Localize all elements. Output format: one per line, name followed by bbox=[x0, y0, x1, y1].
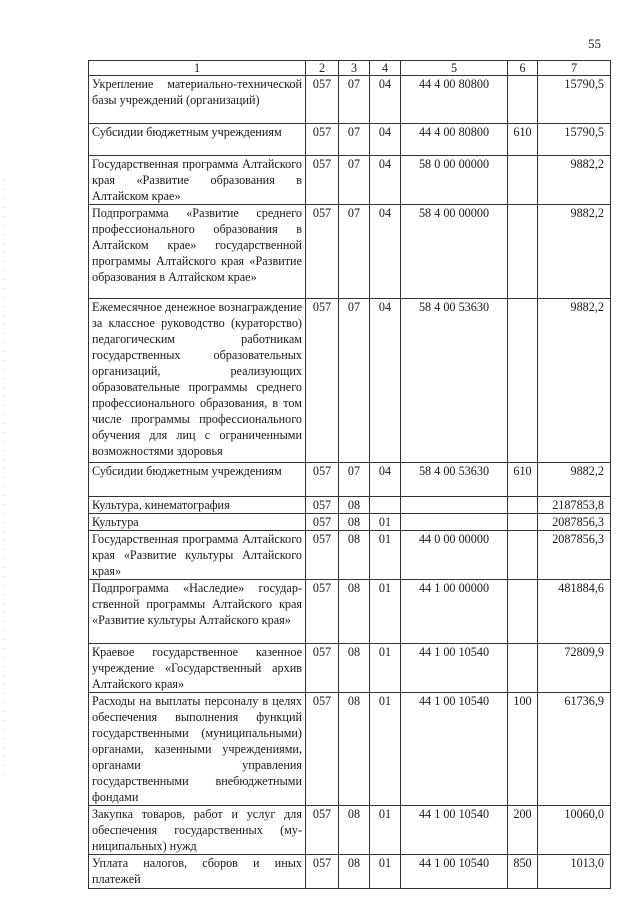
row-target-code-cell bbox=[401, 514, 508, 531]
table-row bbox=[89, 693, 611, 806]
header-col-5: 5 bbox=[401, 61, 508, 76]
row-section-cell: 08 bbox=[339, 497, 370, 514]
row-section-cell: 08 bbox=[339, 855, 370, 889]
table-row bbox=[89, 76, 611, 124]
row-name-cell: Субсидии бюджетным учреждениям bbox=[89, 463, 306, 497]
row-expense-type-cell bbox=[508, 299, 538, 463]
row-name-cell: Расходы на выплаты персоналу в целях обеспечения выполнения функций государственными (муниципальными) органами, казенными учреждениями, органами управления государственными внебюджетными фондами bbox=[89, 693, 306, 806]
row-section-cell: 08 bbox=[339, 580, 370, 644]
row-target-code-cell: 44 1 00 10540 bbox=[401, 855, 508, 889]
row-section-cell: 08 bbox=[339, 531, 370, 580]
row-admin-code-cell: 057 bbox=[306, 205, 339, 299]
row-section-cell: 07 bbox=[339, 205, 370, 299]
row-name-cell: Государственная программа Алтайского края «Развитие образования в Алтайском крае» bbox=[89, 156, 306, 205]
row-amount-cell: 61736,9 bbox=[538, 693, 611, 806]
row-expense-type-cell: 200 bbox=[508, 806, 538, 855]
table-row bbox=[89, 531, 611, 580]
row-subsection-cell: 04 bbox=[370, 205, 401, 299]
row-amount-cell: 9882,2 bbox=[538, 205, 611, 299]
row-expense-type-cell bbox=[508, 156, 538, 205]
row-subsection-cell: 04 bbox=[370, 124, 401, 156]
row-section-cell: 08 bbox=[339, 514, 370, 531]
row-name-cell: Укрепление материально-технической базы учреждений (организаций) bbox=[89, 76, 306, 124]
row-target-code-cell: 44 1 00 10540 bbox=[401, 644, 508, 693]
table-row bbox=[89, 855, 611, 889]
table-row bbox=[89, 644, 611, 693]
table-row bbox=[89, 205, 611, 299]
row-target-code-cell: 58 4 00 53630 bbox=[401, 299, 508, 463]
row-admin-code-cell: 057 bbox=[306, 644, 339, 693]
row-admin-code-cell: 057 bbox=[306, 497, 339, 514]
row-name-cell: Ежемесячное денежное вознаграждение за классное руководство (кураторство) педагогическим работникам государственных образовательных организаций, реализующих образовательные программы среднего профессионального образования, в том числе программы профессионального обучения для лиц с ограниченными возможностями здоровья bbox=[89, 299, 306, 463]
row-section-cell: 08 bbox=[339, 693, 370, 806]
header-row bbox=[89, 61, 611, 76]
page-number: 55 bbox=[588, 36, 601, 51]
row-target-code-cell: 58 4 00 00000 bbox=[401, 205, 508, 299]
header-col-3: 3 bbox=[339, 61, 370, 76]
row-name-cell: Культура bbox=[89, 514, 306, 531]
row-subsection-cell: 01 bbox=[370, 806, 401, 855]
row-expense-type-cell: 850 bbox=[508, 855, 538, 889]
table-row bbox=[89, 299, 611, 463]
row-expense-type-cell bbox=[508, 514, 538, 531]
row-section-cell: 07 bbox=[339, 76, 370, 124]
row-target-code-cell bbox=[401, 497, 508, 514]
row-expense-type-cell: 610 bbox=[508, 463, 538, 497]
budget-table bbox=[88, 60, 611, 889]
row-name-cell: Культура, кинематография bbox=[89, 497, 306, 514]
scan-margin-dots bbox=[4, 180, 6, 780]
row-expense-type-cell: 610 bbox=[508, 124, 538, 156]
row-subsection-cell: 04 bbox=[370, 76, 401, 124]
row-target-code-cell: 58 4 00 53630 bbox=[401, 463, 508, 497]
row-target-code-cell: 44 0 00 00000 bbox=[401, 531, 508, 580]
header-col-7: 7 bbox=[538, 61, 611, 76]
row-subsection-cell: 01 bbox=[370, 580, 401, 644]
row-name-cell: Подпрограмма «Развитие среднего профессионального образования в Алтайском крае» государственной программы Алтайского края «Развитие образования в Алтайском крае» bbox=[89, 205, 306, 299]
row-amount-cell: 9882,2 bbox=[538, 299, 611, 463]
row-admin-code-cell: 057 bbox=[306, 76, 339, 124]
row-expense-type-cell bbox=[508, 205, 538, 299]
row-name-cell: Государственная программа Алтайского края «Развитие культуры Алтайского края» bbox=[89, 531, 306, 580]
row-subsection-cell: 01 bbox=[370, 693, 401, 806]
row-target-code-cell: 44 1 00 00000 bbox=[401, 580, 508, 644]
row-subsection-cell bbox=[370, 497, 401, 514]
header-col-4: 4 bbox=[370, 61, 401, 76]
row-target-code-cell: 58 0 00 00000 bbox=[401, 156, 508, 205]
row-subsection-cell: 01 bbox=[370, 531, 401, 580]
header-col-1: 1 bbox=[89, 61, 306, 76]
row-admin-code-cell: 057 bbox=[306, 463, 339, 497]
row-admin-code-cell: 057 bbox=[306, 693, 339, 806]
row-amount-cell: 9882,2 bbox=[538, 156, 611, 205]
header-col-6: 6 bbox=[508, 61, 538, 76]
row-amount-cell: 2187853,8 bbox=[538, 497, 611, 514]
row-amount-cell: 1013,0 bbox=[538, 855, 611, 889]
row-section-cell: 08 bbox=[339, 644, 370, 693]
row-subsection-cell: 04 bbox=[370, 463, 401, 497]
row-admin-code-cell: 057 bbox=[306, 124, 339, 156]
row-subsection-cell: 01 bbox=[370, 644, 401, 693]
table-row bbox=[89, 124, 611, 156]
row-expense-type-cell bbox=[508, 76, 538, 124]
row-section-cell: 08 bbox=[339, 806, 370, 855]
row-section-cell: 07 bbox=[339, 299, 370, 463]
row-amount-cell: 10060,0 bbox=[538, 806, 611, 855]
row-target-code-cell: 44 1 00 10540 bbox=[401, 806, 508, 855]
row-section-cell: 07 bbox=[339, 124, 370, 156]
row-expense-type-cell bbox=[508, 644, 538, 693]
row-expense-type-cell bbox=[508, 580, 538, 644]
header-col-2: 2 bbox=[306, 61, 339, 76]
table-row bbox=[89, 806, 611, 855]
row-name-cell: Закупка товаров, работ и услуг для обеспечения государственных (муниципальных) нужд bbox=[89, 806, 306, 855]
row-amount-cell: 72809,9 bbox=[538, 644, 611, 693]
row-amount-cell: 2087856,3 bbox=[538, 531, 611, 580]
row-name-cell: Уплата налогов, сборов и иных платежей bbox=[89, 855, 306, 889]
row-admin-code-cell: 057 bbox=[306, 806, 339, 855]
row-subsection-cell: 04 bbox=[370, 156, 401, 205]
row-name-cell: Краевое государственное казенное учреждение «Государственный архив Алтайского края» bbox=[89, 644, 306, 693]
row-subsection-cell: 01 bbox=[370, 514, 401, 531]
row-target-code-cell: 44 1 00 10540 bbox=[401, 693, 508, 806]
row-admin-code-cell: 057 bbox=[306, 299, 339, 463]
table-row bbox=[89, 156, 611, 205]
table-row bbox=[89, 463, 611, 497]
row-admin-code-cell: 057 bbox=[306, 514, 339, 531]
row-expense-type-cell bbox=[508, 531, 538, 580]
row-admin-code-cell: 057 bbox=[306, 855, 339, 889]
row-admin-code-cell: 057 bbox=[306, 531, 339, 580]
table-row bbox=[89, 514, 611, 531]
table-row bbox=[89, 580, 611, 644]
table-row bbox=[89, 497, 611, 514]
row-section-cell: 07 bbox=[339, 463, 370, 497]
row-target-code-cell: 44 4 00 80800 bbox=[401, 76, 508, 124]
row-expense-type-cell bbox=[508, 497, 538, 514]
row-section-cell: 07 bbox=[339, 156, 370, 205]
row-amount-cell: 15790,5 bbox=[538, 124, 611, 156]
row-amount-cell: 481884,6 bbox=[538, 580, 611, 644]
row-amount-cell: 2087856,3 bbox=[538, 514, 611, 531]
row-subsection-cell: 01 bbox=[370, 855, 401, 889]
row-admin-code-cell: 057 bbox=[306, 156, 339, 205]
row-name-cell: Подпрограмма «Наследие» государственной программы Алтайского края «Развитие культуры Алтайского края» bbox=[89, 580, 306, 644]
row-expense-type-cell: 100 bbox=[508, 693, 538, 806]
row-admin-code-cell: 057 bbox=[306, 580, 339, 644]
row-amount-cell: 15790,5 bbox=[538, 76, 611, 124]
row-target-code-cell: 44 4 00 80800 bbox=[401, 124, 508, 156]
row-amount-cell: 9882,2 bbox=[538, 463, 611, 497]
row-name-cell: Субсидии бюджетным учреждениям bbox=[89, 124, 306, 156]
row-subsection-cell: 04 bbox=[370, 299, 401, 463]
